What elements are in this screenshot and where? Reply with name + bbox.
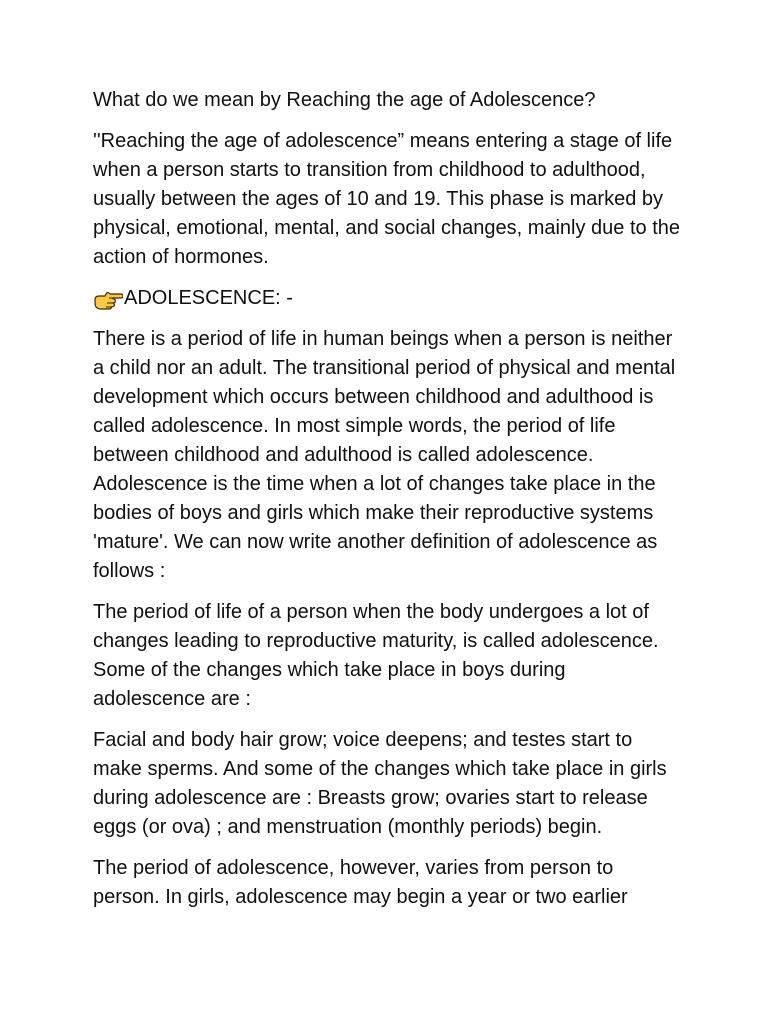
section-heading-label: ADOLESCENCE: - — [124, 287, 293, 309]
body-paragraph-3: Facial and body hair grow; voice deepens; and testes start to make sperms. And some of the changes which take place in girls during adolescence are : Breasts grow; ovaries start to release eggs (or ova) ; and menstruation (monthly periods) begin. — [93, 729, 667, 838]
body-paragraph-1: There is a period of life in human beings when a person is neither a child nor an adult. The transitional period of physical and mental development which occurs between childhood and adulthood is called adolescence. In most simple words, the period of life between childhood and adulthood is called adolescence. Adolescence is the time when a lot of changes take place in the bodies of boys and girls which make their reproductive systems 'mature'. We can now write another definition of adolescence as follows : — [93, 328, 676, 582]
pointing-hand-icon — [93, 288, 123, 310]
section-heading — [93, 284, 683, 313]
question-heading: What do we mean by Reaching the age of Adolescence? — [93, 89, 596, 111]
body-paragraph-4: The period of adolescence, however, varies from person to person. In girls, adolescence may begin a year or two earlier — [93, 857, 628, 908]
body-paragraph-2: The period of life of a person when the body undergoes a lot of changes leading to reproductive maturity, is called adolescence. Some of the changes which take place in boys during adolescence are : — [93, 601, 659, 710]
answer-paragraph: ''Reaching the age of adolescence” means entering a stage of life when a person starts to transition from childhood to adulthood, usually between the ages of 10 and 19. This phase is marked by physical, emotional, mental, and social changes, mainly due to the action of hormones. — [93, 130, 681, 268]
document-body — [93, 86, 683, 924]
